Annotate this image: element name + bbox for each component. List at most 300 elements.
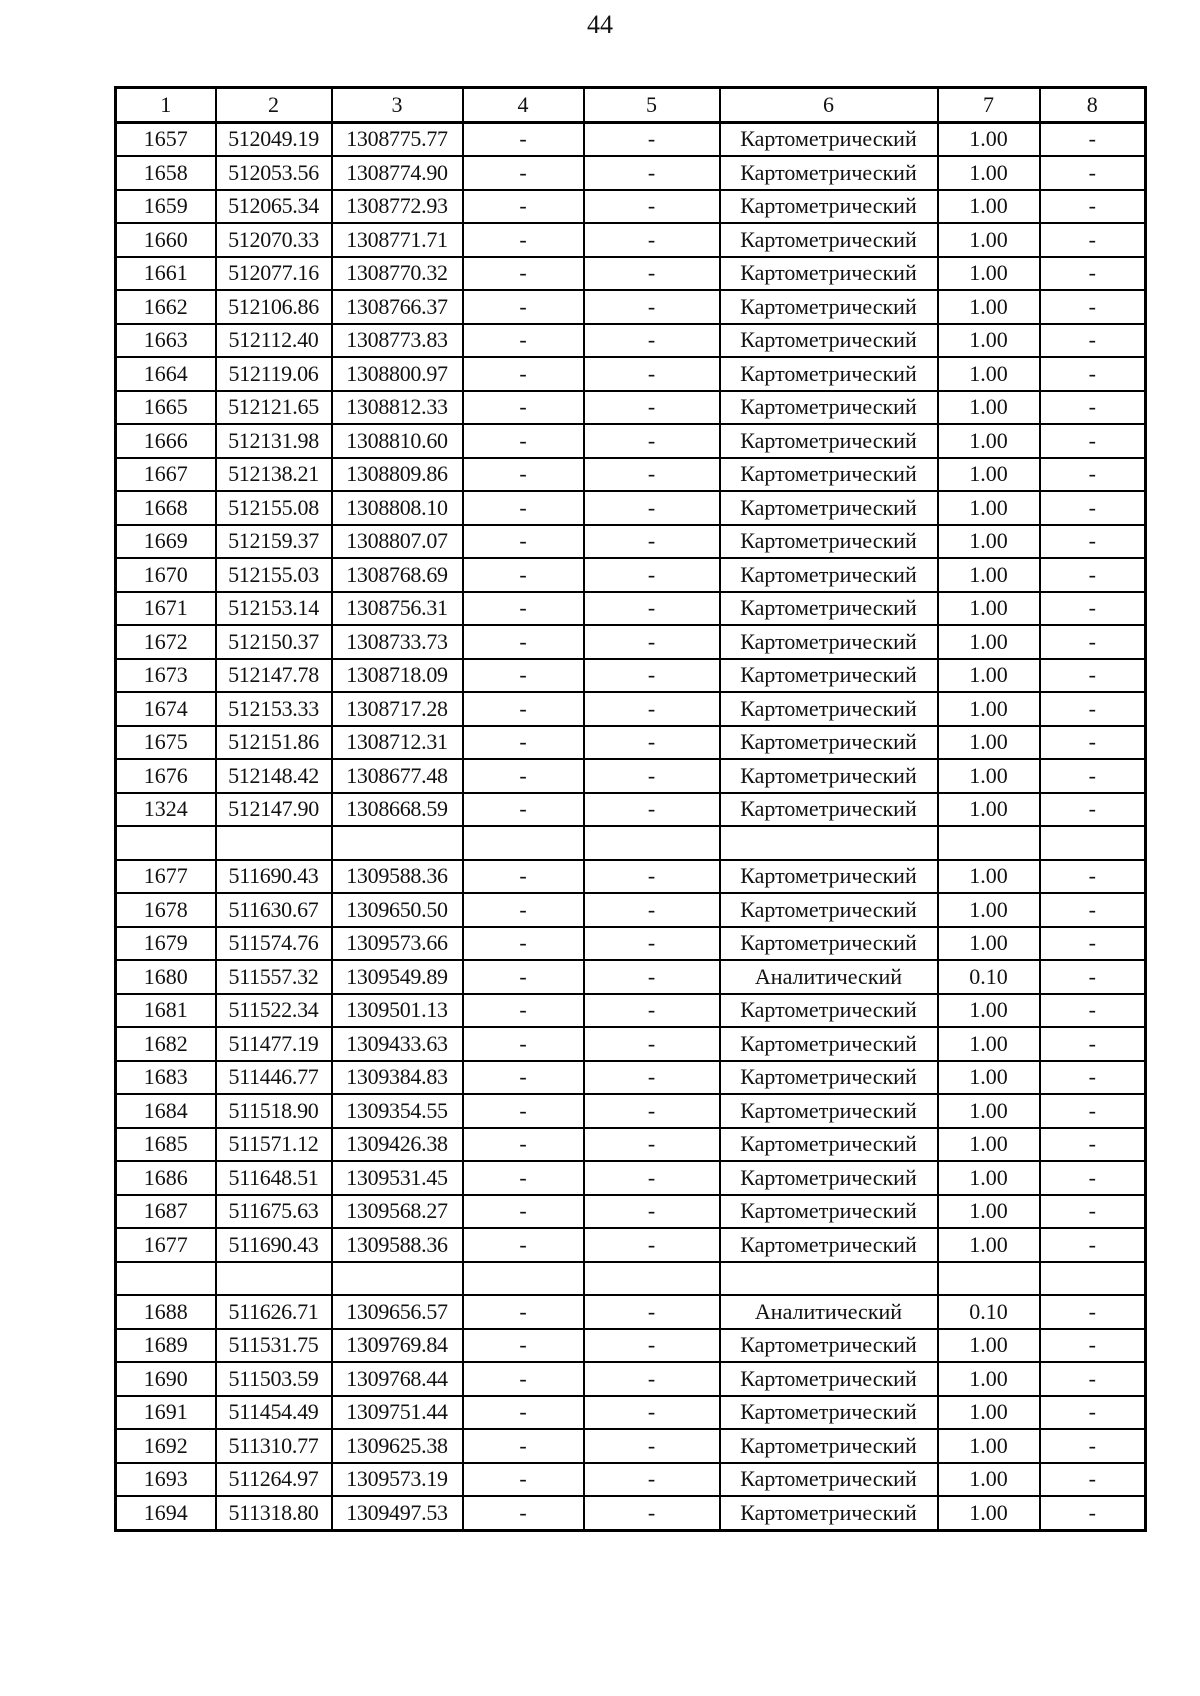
- point-number-cell: 1685: [116, 1128, 216, 1162]
- accuracy-cell: 1.00: [938, 525, 1040, 559]
- y-coordinate-cell: 1309650.50: [332, 893, 463, 927]
- accuracy-cell: 1.00: [938, 1027, 1040, 1061]
- column-4-cell: -: [463, 994, 584, 1028]
- column-5-cell: -: [584, 558, 720, 592]
- accuracy-cell: 1.00: [938, 1463, 1040, 1497]
- column-8-cell: -: [1040, 860, 1146, 894]
- column-5-cell: -: [584, 1128, 720, 1162]
- column-8-cell: -: [1040, 1228, 1146, 1262]
- column-4-cell: -: [463, 1128, 584, 1162]
- y-coordinate-cell: 1308772.93: [332, 190, 463, 224]
- column-8-cell: -: [1040, 391, 1146, 425]
- x-coordinate-cell: 512070.33: [216, 223, 332, 257]
- x-coordinate-cell: 512153.33: [216, 692, 332, 726]
- method-cell: Картометрический: [720, 122, 938, 156]
- accuracy-cell: 1.00: [938, 223, 1040, 257]
- method-cell: Картометрический: [720, 1329, 938, 1363]
- column-4-cell: -: [463, 893, 584, 927]
- accuracy-cell: 1.00: [938, 357, 1040, 391]
- table-row: [116, 659, 1146, 693]
- table-row: [116, 960, 1146, 994]
- column-5-cell: -: [584, 793, 720, 827]
- point-number-cell: 1690: [116, 1362, 216, 1396]
- method-cell: Картометрический: [720, 424, 938, 458]
- accuracy-cell: 1.00: [938, 122, 1040, 156]
- column-8-cell: -: [1040, 960, 1146, 994]
- point-number-cell: 1669: [116, 525, 216, 559]
- column-5-cell: -: [584, 592, 720, 626]
- y-coordinate-cell: 1309625.38: [332, 1429, 463, 1463]
- accuracy-cell: 1.00: [938, 1228, 1040, 1262]
- y-coordinate-cell: 1308718.09: [332, 659, 463, 693]
- y-coordinate-cell: 1308800.97: [332, 357, 463, 391]
- y-coordinate-cell: 1309588.36: [332, 1228, 463, 1262]
- accuracy-cell: 1.00: [938, 893, 1040, 927]
- x-coordinate-cell: 511626.71: [216, 1295, 332, 1329]
- y-coordinate-cell: 1309769.84: [332, 1329, 463, 1363]
- column-8-cell: -: [1040, 257, 1146, 291]
- column-4-cell: -: [463, 391, 584, 425]
- column-8-cell: -: [1040, 1161, 1146, 1195]
- method-cell: Картометрический: [720, 1362, 938, 1396]
- point-number-cell: 1677: [116, 860, 216, 894]
- point-number-cell: [116, 1262, 216, 1296]
- column-4-cell: -: [463, 1295, 584, 1329]
- column-5-cell: -: [584, 1161, 720, 1195]
- column-4-cell: -: [463, 424, 584, 458]
- column-8-cell: -: [1040, 458, 1146, 492]
- method-cell: Картометрический: [720, 525, 938, 559]
- column-8-cell: -: [1040, 122, 1146, 156]
- accuracy-cell: 1.00: [938, 759, 1040, 793]
- column-5-cell: [584, 826, 720, 860]
- point-number-cell: 1693: [116, 1463, 216, 1497]
- column-8-cell: -: [1040, 994, 1146, 1028]
- x-coordinate-cell: 512147.90: [216, 793, 332, 827]
- method-cell: Картометрический: [720, 357, 938, 391]
- method-cell: Картометрический: [720, 1161, 938, 1195]
- accuracy-cell: 1.00: [938, 1329, 1040, 1363]
- y-coordinate-cell: 1309426.38: [332, 1128, 463, 1162]
- x-coordinate-cell: 512153.14: [216, 592, 332, 626]
- column-4-cell: -: [463, 491, 584, 525]
- point-number-cell: 1664: [116, 357, 216, 391]
- column-5-cell: -: [584, 391, 720, 425]
- x-coordinate-cell: 512106.86: [216, 290, 332, 324]
- method-cell: Картометрический: [720, 1061, 938, 1095]
- y-coordinate-cell: 1309573.19: [332, 1463, 463, 1497]
- column-4-cell: -: [463, 1061, 584, 1095]
- column-5-cell: -: [584, 692, 720, 726]
- accuracy-cell: 0.10: [938, 960, 1040, 994]
- table-separator-row: [116, 1262, 1146, 1296]
- column-8-cell: -: [1040, 726, 1146, 760]
- method-cell: Картометрический: [720, 893, 938, 927]
- method-cell: Картометрический: [720, 558, 938, 592]
- x-coordinate-cell: 512077.16: [216, 257, 332, 291]
- x-coordinate-cell: 511446.77: [216, 1061, 332, 1095]
- point-number-cell: 1661: [116, 257, 216, 291]
- y-coordinate-cell: 1309549.89: [332, 960, 463, 994]
- table-row: [116, 893, 1146, 927]
- accuracy-cell: 1.00: [938, 659, 1040, 693]
- column-4-cell: -: [463, 592, 584, 626]
- method-cell: Картометрический: [720, 1027, 938, 1061]
- column-5-cell: -: [584, 1027, 720, 1061]
- column-4-cell: -: [463, 525, 584, 559]
- y-coordinate-cell: 1308773.83: [332, 324, 463, 358]
- point-number-cell: 1687: [116, 1195, 216, 1229]
- point-number-cell: 1682: [116, 1027, 216, 1061]
- method-cell: Картометрический: [720, 324, 938, 358]
- column-4-cell: -: [463, 759, 584, 793]
- column-5-cell: -: [584, 960, 720, 994]
- point-number-cell: 1680: [116, 960, 216, 994]
- column-5-cell: -: [584, 324, 720, 358]
- column-4-cell: -: [463, 1429, 584, 1463]
- method-cell: Картометрический: [720, 759, 938, 793]
- accuracy-cell: 1.00: [938, 994, 1040, 1028]
- point-number-cell: 1663: [116, 324, 216, 358]
- column-5-cell: -: [584, 726, 720, 760]
- y-coordinate-cell: 1309384.83: [332, 1061, 463, 1095]
- column-8-cell: -: [1040, 190, 1146, 224]
- point-number-cell: 1675: [116, 726, 216, 760]
- accuracy-cell: 1.00: [938, 290, 1040, 324]
- x-coordinate-cell: 511310.77: [216, 1429, 332, 1463]
- y-coordinate-cell: [332, 826, 463, 860]
- method-cell: Картометрический: [720, 659, 938, 693]
- table-row: [116, 290, 1146, 324]
- method-cell: Картометрический: [720, 592, 938, 626]
- table-row: [116, 257, 1146, 291]
- column-5-cell: -: [584, 1295, 720, 1329]
- point-number-cell: 1692: [116, 1429, 216, 1463]
- table-row: [116, 1094, 1146, 1128]
- column-5-cell: -: [584, 223, 720, 257]
- accuracy-cell: 1.00: [938, 592, 1040, 626]
- x-coordinate-cell: 511318.80: [216, 1496, 332, 1530]
- accuracy-cell: 1.00: [938, 692, 1040, 726]
- accuracy-cell: 1.00: [938, 324, 1040, 358]
- accuracy-cell: 1.00: [938, 458, 1040, 492]
- point-number-cell: 1674: [116, 692, 216, 726]
- method-cell: [720, 1262, 938, 1296]
- column-8-cell: -: [1040, 424, 1146, 458]
- column-4-cell: -: [463, 1463, 584, 1497]
- column-5-cell: -: [584, 1496, 720, 1530]
- x-coordinate-cell: 511264.97: [216, 1463, 332, 1497]
- column-8-cell: -: [1040, 1429, 1146, 1463]
- column-4-cell: -: [463, 1195, 584, 1229]
- column-4-cell: -: [463, 558, 584, 592]
- column-4-cell: -: [463, 625, 584, 659]
- accuracy-cell: 1.00: [938, 257, 1040, 291]
- method-cell: Картометрический: [720, 1094, 938, 1128]
- column-4-cell: -: [463, 960, 584, 994]
- method-cell: Картометрический: [720, 491, 938, 525]
- y-coordinate-cell: 1309751.44: [332, 1396, 463, 1430]
- y-coordinate-cell: 1308770.32: [332, 257, 463, 291]
- column-8-cell: -: [1040, 491, 1146, 525]
- column-8-cell: -: [1040, 592, 1146, 626]
- point-number-cell: 1681: [116, 994, 216, 1028]
- point-number-cell: 1678: [116, 893, 216, 927]
- table-row: [116, 1396, 1146, 1430]
- x-coordinate-cell: 511571.12: [216, 1128, 332, 1162]
- table-row: [116, 1496, 1146, 1530]
- table-row: [116, 1061, 1146, 1095]
- table-row: [116, 1228, 1146, 1262]
- table-row: [116, 726, 1146, 760]
- accuracy-cell: 1.00: [938, 1161, 1040, 1195]
- column-header: 1: [116, 88, 216, 123]
- x-coordinate-cell: 512112.40: [216, 324, 332, 358]
- table-row: [116, 324, 1146, 358]
- column-4-cell: [463, 826, 584, 860]
- y-coordinate-cell: 1308810.60: [332, 424, 463, 458]
- accuracy-cell: 1.00: [938, 1128, 1040, 1162]
- y-coordinate-cell: 1308812.33: [332, 391, 463, 425]
- y-coordinate-cell: 1309573.66: [332, 927, 463, 961]
- method-cell: Картометрический: [720, 1429, 938, 1463]
- y-coordinate-cell: 1308712.31: [332, 726, 463, 760]
- column-5-cell: [584, 1262, 720, 1296]
- column-4-cell: -: [463, 1329, 584, 1363]
- method-cell: Картометрический: [720, 257, 938, 291]
- column-4-cell: -: [463, 726, 584, 760]
- point-number-cell: 1670: [116, 558, 216, 592]
- column-8-cell: -: [1040, 357, 1146, 391]
- column-8-cell: -: [1040, 625, 1146, 659]
- accuracy-cell: 1.00: [938, 1195, 1040, 1229]
- accuracy-cell: 1.00: [938, 1496, 1040, 1530]
- column-4-cell: -: [463, 1027, 584, 1061]
- method-cell: Аналитический: [720, 960, 938, 994]
- column-8-cell: -: [1040, 759, 1146, 793]
- point-number-cell: 1665: [116, 391, 216, 425]
- x-coordinate-cell: 511531.75: [216, 1329, 332, 1363]
- column-5-cell: -: [584, 424, 720, 458]
- table-row: [116, 1161, 1146, 1195]
- y-coordinate-cell: 1308668.59: [332, 793, 463, 827]
- column-header: 8: [1040, 88, 1146, 123]
- y-coordinate-cell: 1308771.71: [332, 223, 463, 257]
- x-coordinate-cell: 512049.19: [216, 122, 332, 156]
- column-5-cell: -: [584, 1329, 720, 1363]
- column-8-cell: -: [1040, 290, 1146, 324]
- column-4-cell: [463, 1262, 584, 1296]
- method-cell: Картометрический: [720, 1496, 938, 1530]
- accuracy-cell: [938, 826, 1040, 860]
- x-coordinate-cell: 512148.42: [216, 759, 332, 793]
- accuracy-cell: 1.00: [938, 860, 1040, 894]
- column-4-cell: -: [463, 1362, 584, 1396]
- method-cell: Картометрический: [720, 156, 938, 190]
- column-8-cell: -: [1040, 1128, 1146, 1162]
- x-coordinate-cell: 511690.43: [216, 860, 332, 894]
- column-8-cell: -: [1040, 525, 1146, 559]
- y-coordinate-cell: 1309531.45: [332, 1161, 463, 1195]
- y-coordinate-cell: 1308775.77: [332, 122, 463, 156]
- column-8-cell: -: [1040, 893, 1146, 927]
- point-number-cell: 1684: [116, 1094, 216, 1128]
- column-5-cell: -: [584, 257, 720, 291]
- table-body: [116, 122, 1146, 1530]
- x-coordinate-cell: 512147.78: [216, 659, 332, 693]
- column-8-cell: [1040, 826, 1146, 860]
- method-cell: Картометрический: [720, 391, 938, 425]
- x-coordinate-cell: 511454.49: [216, 1396, 332, 1430]
- method-cell: Картометрический: [720, 1128, 938, 1162]
- column-5-cell: -: [584, 1463, 720, 1497]
- table-row: [116, 491, 1146, 525]
- column-4-cell: -: [463, 659, 584, 693]
- column-header: 7: [938, 88, 1040, 123]
- column-5-cell: -: [584, 190, 720, 224]
- column-4-cell: -: [463, 190, 584, 224]
- x-coordinate-cell: 512121.65: [216, 391, 332, 425]
- column-8-cell: -: [1040, 1463, 1146, 1497]
- accuracy-cell: [938, 1262, 1040, 1296]
- accuracy-cell: 1.00: [938, 558, 1040, 592]
- y-coordinate-cell: 1308809.86: [332, 458, 463, 492]
- table-row: [116, 759, 1146, 793]
- y-coordinate-cell: 1308808.10: [332, 491, 463, 525]
- x-coordinate-cell: [216, 1262, 332, 1296]
- column-5-cell: -: [584, 525, 720, 559]
- table-row: [116, 860, 1146, 894]
- table-row: [116, 223, 1146, 257]
- x-coordinate-cell: [216, 826, 332, 860]
- point-number-cell: 1694: [116, 1496, 216, 1530]
- x-coordinate-cell: 512155.03: [216, 558, 332, 592]
- point-number-cell: 1666: [116, 424, 216, 458]
- table-row: [116, 1128, 1146, 1162]
- column-8-cell: -: [1040, 558, 1146, 592]
- column-8-cell: -: [1040, 659, 1146, 693]
- column-5-cell: -: [584, 893, 720, 927]
- column-8-cell: -: [1040, 1396, 1146, 1430]
- table-row: [116, 357, 1146, 391]
- column-4-cell: -: [463, 324, 584, 358]
- column-header: 3: [332, 88, 463, 123]
- y-coordinate-cell: 1308807.07: [332, 525, 463, 559]
- y-coordinate-cell: 1309588.36: [332, 860, 463, 894]
- column-5-cell: -: [584, 860, 720, 894]
- y-coordinate-cell: 1309568.27: [332, 1195, 463, 1229]
- y-coordinate-cell: [332, 1262, 463, 1296]
- table-row: [116, 1429, 1146, 1463]
- column-5-cell: -: [584, 1195, 720, 1229]
- y-coordinate-cell: 1309354.55: [332, 1094, 463, 1128]
- column-5-cell: -: [584, 156, 720, 190]
- column-4-cell: -: [463, 458, 584, 492]
- column-8-cell: -: [1040, 324, 1146, 358]
- column-5-cell: -: [584, 458, 720, 492]
- point-number-cell: 1677: [116, 1228, 216, 1262]
- column-4-cell: -: [463, 927, 584, 961]
- column-5-cell: -: [584, 994, 720, 1028]
- column-4-cell: -: [463, 1094, 584, 1128]
- x-coordinate-cell: 512065.34: [216, 190, 332, 224]
- method-cell: Картометрический: [720, 1195, 938, 1229]
- table-separator-row: [116, 826, 1146, 860]
- point-number-cell: 1671: [116, 592, 216, 626]
- y-coordinate-cell: 1308677.48: [332, 759, 463, 793]
- column-8-cell: -: [1040, 1295, 1146, 1329]
- method-cell: Аналитический: [720, 1295, 938, 1329]
- point-number-cell: 1683: [116, 1061, 216, 1095]
- x-coordinate-cell: 511477.19: [216, 1027, 332, 1061]
- table-row: [116, 391, 1146, 425]
- column-5-cell: -: [584, 1094, 720, 1128]
- column-8-cell: -: [1040, 156, 1146, 190]
- column-5-cell: -: [584, 1061, 720, 1095]
- y-coordinate-cell: 1308774.90: [332, 156, 463, 190]
- y-coordinate-cell: 1309656.57: [332, 1295, 463, 1329]
- table-row: [116, 1295, 1146, 1329]
- x-coordinate-cell: 511648.51: [216, 1161, 332, 1195]
- accuracy-cell: 1.00: [938, 190, 1040, 224]
- table-row: [116, 190, 1146, 224]
- x-coordinate-cell: 512151.86: [216, 726, 332, 760]
- table-row: [116, 927, 1146, 961]
- column-4-cell: -: [463, 1228, 584, 1262]
- column-header: 6: [720, 88, 938, 123]
- column-5-cell: -: [584, 927, 720, 961]
- column-5-cell: -: [584, 491, 720, 525]
- x-coordinate-cell: 512150.37: [216, 625, 332, 659]
- accuracy-cell: 1.00: [938, 491, 1040, 525]
- accuracy-cell: 1.00: [938, 424, 1040, 458]
- column-5-cell: -: [584, 1429, 720, 1463]
- y-coordinate-cell: 1308756.31: [332, 592, 463, 626]
- table-row: [116, 1027, 1146, 1061]
- accuracy-cell: 1.00: [938, 1396, 1040, 1430]
- column-4-cell: -: [463, 357, 584, 391]
- point-number-cell: 1679: [116, 927, 216, 961]
- x-coordinate-cell: 511557.32: [216, 960, 332, 994]
- method-cell: Картометрический: [720, 1396, 938, 1430]
- x-coordinate-cell: 511690.43: [216, 1228, 332, 1262]
- accuracy-cell: 1.00: [938, 1061, 1040, 1095]
- y-coordinate-cell: 1308733.73: [332, 625, 463, 659]
- column-4-cell: -: [463, 860, 584, 894]
- table-row: [116, 558, 1146, 592]
- point-number-cell: 1659: [116, 190, 216, 224]
- method-cell: Картометрический: [720, 1463, 938, 1497]
- column-8-cell: -: [1040, 1094, 1146, 1128]
- accuracy-cell: 1.00: [938, 726, 1040, 760]
- table-row: [116, 692, 1146, 726]
- column-8-cell: -: [1040, 927, 1146, 961]
- method-cell: Картометрический: [720, 458, 938, 492]
- point-number-cell: 1657: [116, 122, 216, 156]
- table-row: [116, 424, 1146, 458]
- column-4-cell: -: [463, 692, 584, 726]
- column-5-cell: -: [584, 122, 720, 156]
- x-coordinate-cell: 512138.21: [216, 458, 332, 492]
- column-header: 2: [216, 88, 332, 123]
- point-number-cell: 1672: [116, 625, 216, 659]
- column-8-cell: -: [1040, 692, 1146, 726]
- x-coordinate-cell: 512155.08: [216, 491, 332, 525]
- point-number-cell: 1658: [116, 156, 216, 190]
- table-row: [116, 793, 1146, 827]
- point-number-cell: 1667: [116, 458, 216, 492]
- table-row: [116, 122, 1146, 156]
